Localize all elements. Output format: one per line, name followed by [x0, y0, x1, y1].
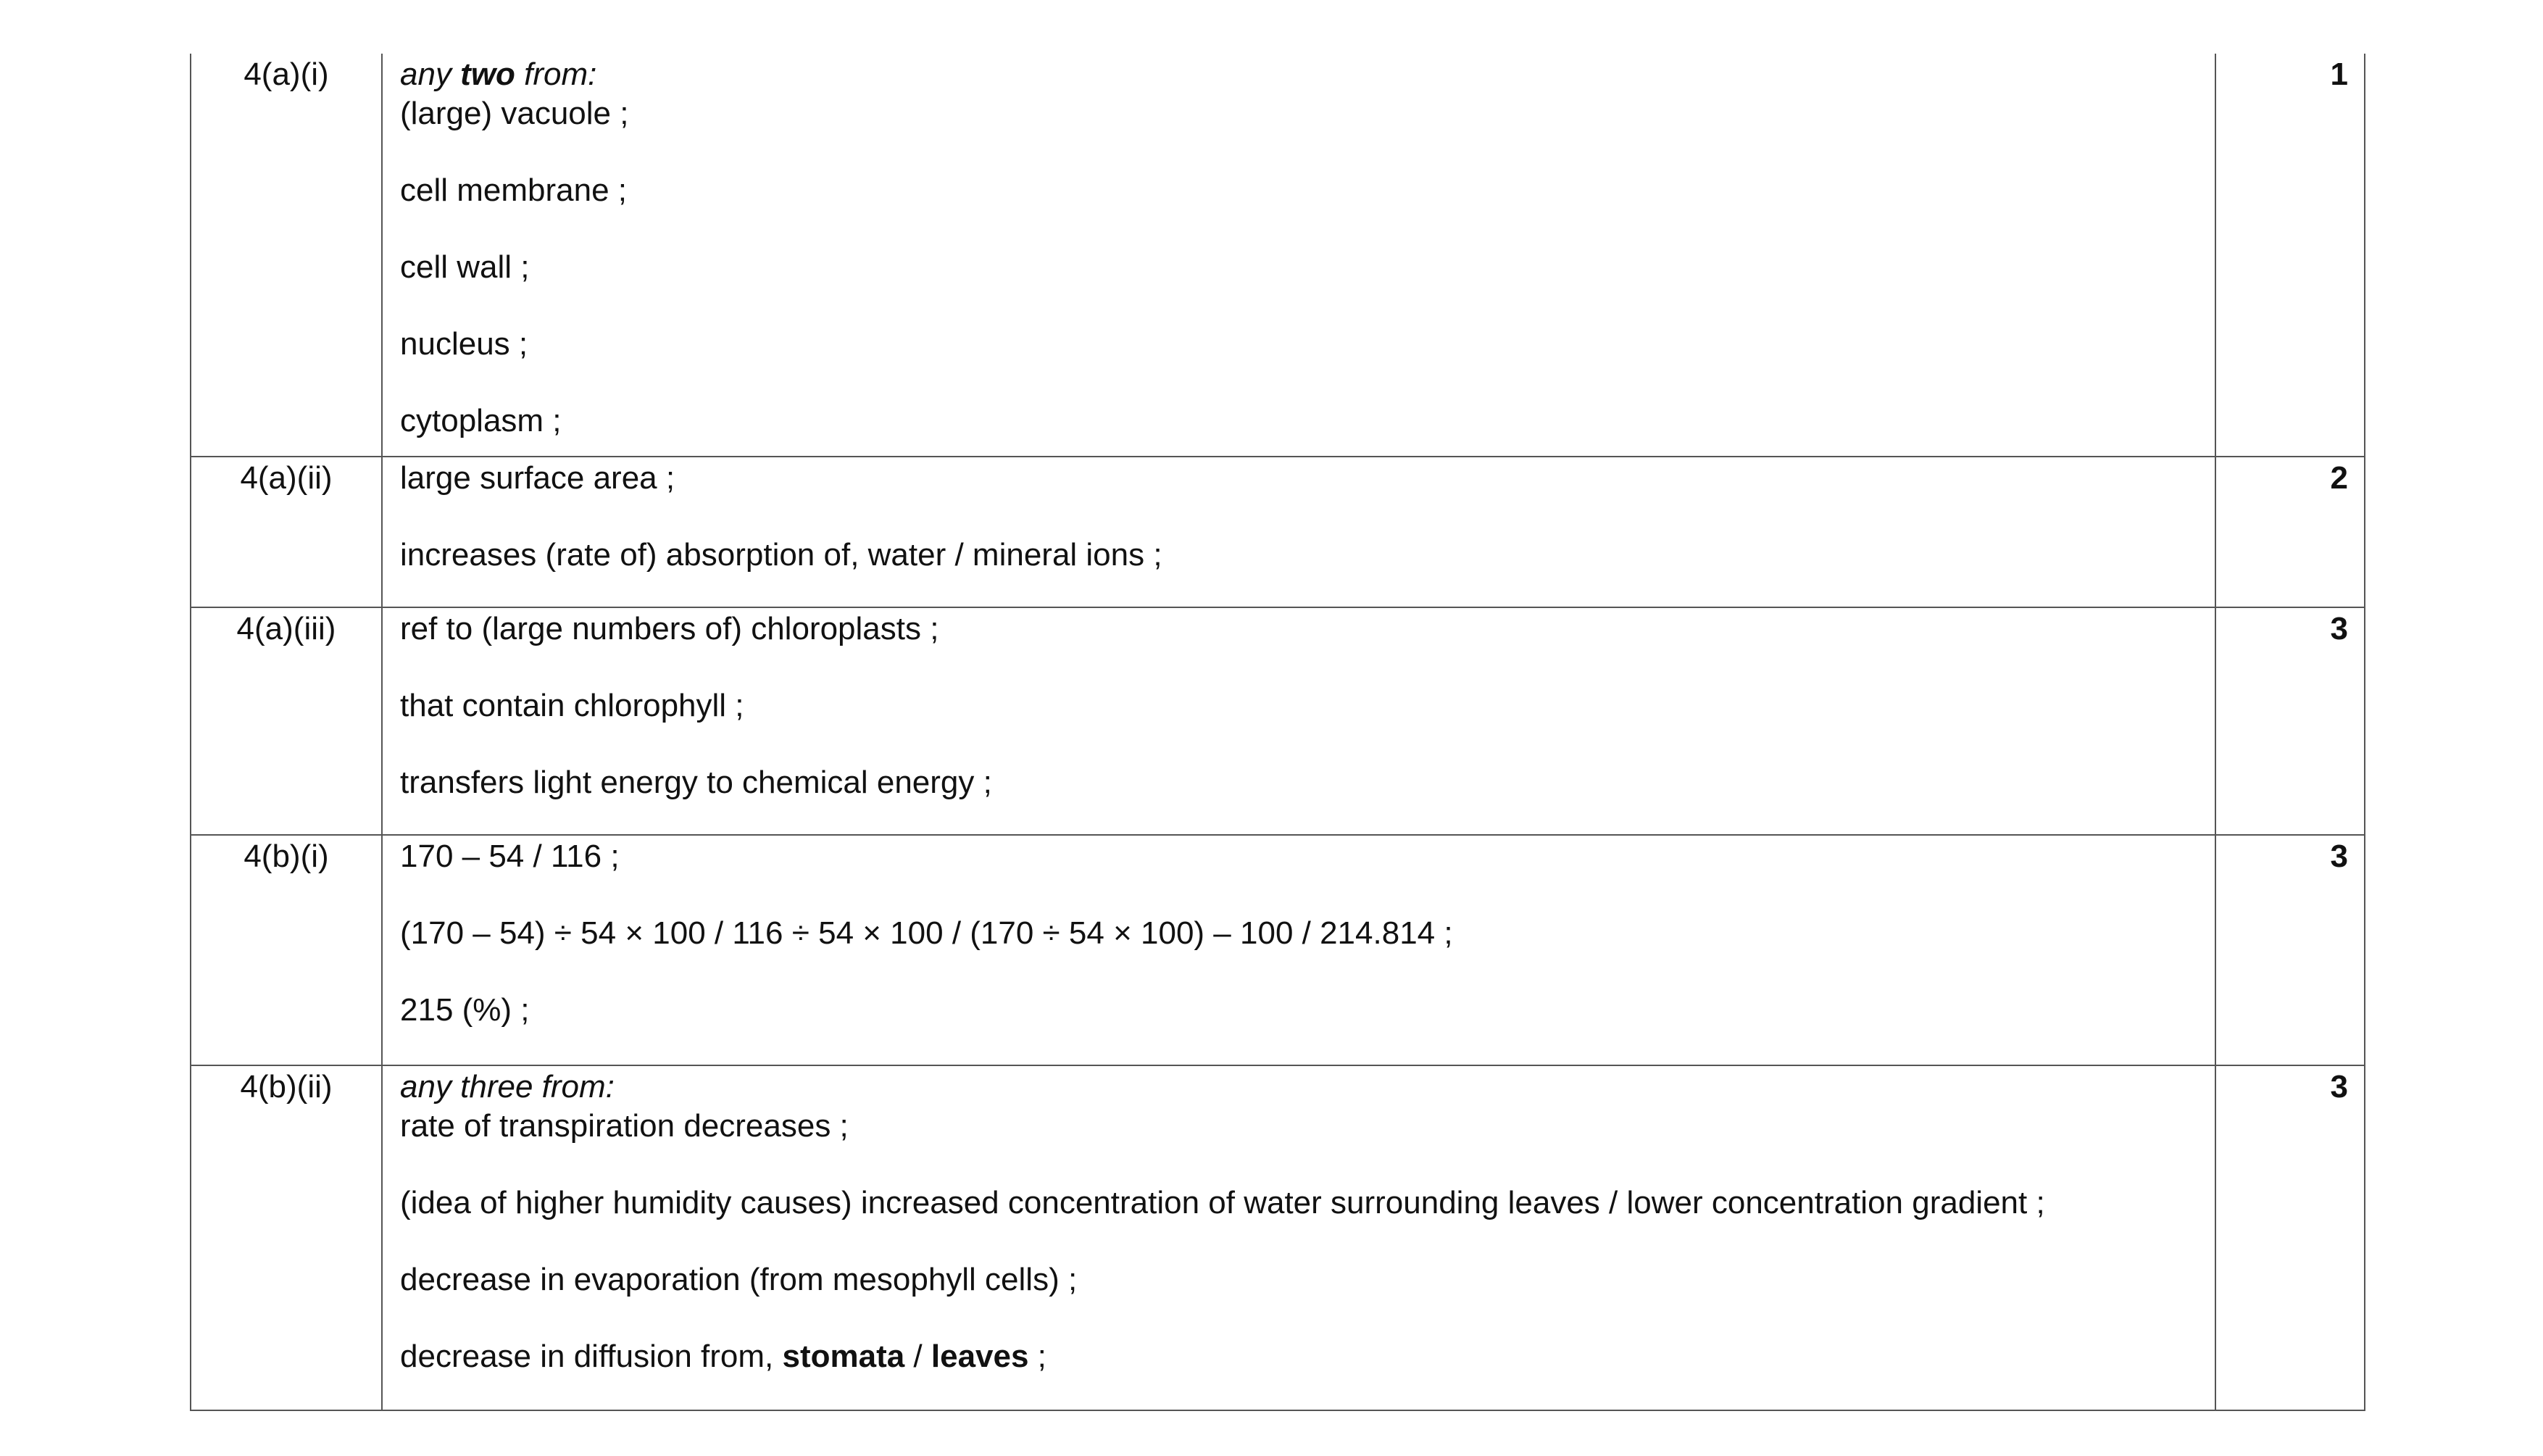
table-row — [191, 457, 2365, 607]
answer-point: (170 – 54) ÷ 54 × 100 / 116 ÷ 54 × 100 / (170 ÷ 54 × 100) – 100 / 214.814 ; — [400, 915, 1453, 951]
answer-point: large surface area ; — [400, 460, 675, 496]
question-number: 4(b)(i) — [191, 835, 382, 1065]
answer-point: decrease in diffusion from, stomata / leaves ; — [400, 1339, 1046, 1374]
answer-point: cytoplasm ; — [400, 403, 562, 438]
answer-point: rate of transpiration decreases ; — [400, 1108, 849, 1144]
answer-point: transfers light energy to chemical energy ; — [400, 765, 992, 800]
question-number: 4(a)(ii) — [191, 457, 382, 607]
question-number: 4(b)(ii) — [191, 1065, 382, 1410]
answer-point: nucleus ; — [400, 326, 528, 362]
answer-point: (idea of higher humidity causes) increased concentration of water surrounding leaves / lower concentration gradient ; — [400, 1185, 2045, 1220]
answer-point: 170 – 54 / 116 ; — [400, 839, 620, 874]
table-row — [191, 1065, 2365, 1410]
marks: 3 — [2215, 607, 2365, 835]
question-number: 4(a)(iii) — [191, 607, 382, 835]
marks: 2 — [2215, 457, 2365, 607]
answer-point: cell wall ; — [400, 249, 530, 285]
marks: 3 — [2215, 1065, 2365, 1410]
answer-point: increases (rate of) absorption of, water / mineral ions ; — [400, 537, 1162, 573]
answer-point: cell membrane ; — [400, 172, 628, 208]
answer-point: decrease in evaporation (from mesophyll cells) ; — [400, 1262, 1078, 1297]
answer-cell — [382, 835, 2215, 1065]
answer-point: that contain chlorophyll ; — [400, 688, 744, 723]
answer-heading: any two from: — [400, 57, 597, 92]
table-row — [191, 607, 2365, 835]
answer-cell — [382, 607, 2215, 835]
marks: 1 — [2215, 54, 2365, 457]
table-row — [191, 835, 2365, 1065]
marks: 3 — [2215, 835, 2365, 1065]
answer-point: 215 (%) ; — [400, 992, 530, 1028]
question-number: 4(a)(i) — [191, 54, 382, 457]
answer-point: (large) vacuole ; — [400, 96, 629, 131]
answer-cell — [382, 457, 2215, 607]
table-row — [191, 54, 2365, 457]
answer-point: ref to (large numbers of) chloroplasts ; — [400, 611, 939, 646]
answer-cell — [382, 54, 2215, 457]
answer-cell — [382, 1065, 2215, 1410]
mark-scheme-table — [190, 54, 2365, 1411]
answer-heading: any three from: — [400, 1069, 615, 1105]
